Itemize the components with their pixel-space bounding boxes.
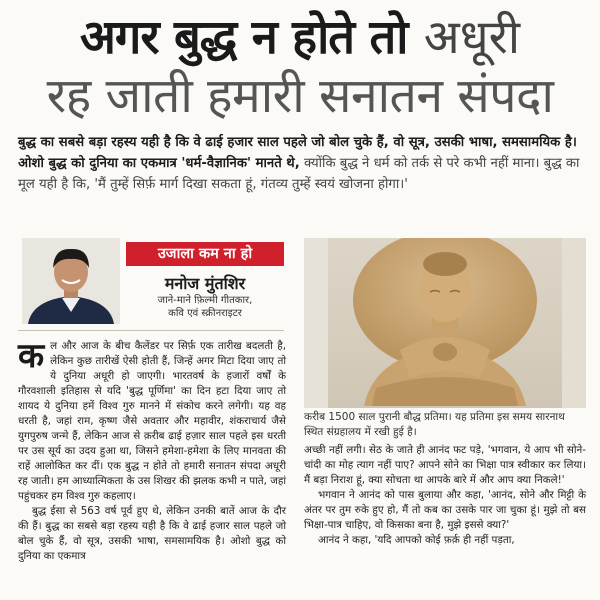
author-photo — [22, 238, 120, 324]
author-name: मनोज मुंतशिर — [164, 274, 246, 293]
column-brand-label: उजाला कम ना हो — [126, 242, 284, 266]
author-divider — [18, 330, 284, 331]
headline-bold-part: अगर बुद्ध न होते तो — [80, 10, 408, 65]
right-paragraph-2: भगवान ने आनंद को पास बुलाया और कहा, 'आनंद, सोने और मिट्टी के अंतर पर तुम रुके हुए हो, मैं तो कब का उसके पार जा चुका हूं। मुझे तो बस भिक्षा-पात्र चाहिए, वो किसका बना है, मुझे इससे क्या?' — [304, 489, 586, 531]
left-paragraph-2: बुद्ध ईसा से 563 वर्ष पूर्व हुए थे, लेकिन उनकी बातें आज के दौर की हैं। बुद्ध का सबसे बड़ा रहस्य यही है कि वे ढाई हजार साल पहले जो बोल चुके हैं, वो सूत्र, उसकी भाषा, समसामयिक है। ओशो बुद्ध को दुनिया का एकमात्र — [18, 505, 286, 562]
headline-light-part: अधूरी — [423, 10, 520, 65]
intro-paragraph — [18, 132, 584, 195]
headline-line-2: रह जाती हमारी सनातन संपदा — [46, 68, 554, 124]
author-box — [18, 238, 284, 324]
intro-regular: क्योंकि बुद्ध ने धर्म को तर्क से परे कभी नहीं माना। बुद्ध का मूल यही है कि, 'मैं तुम्हें सिर्फ़ मार्ग दिखा सकता हूं, गंतव्य तुम्हें स्वयं खोजना होगा।' — [18, 156, 580, 192]
left-paragraph-1: कल और आज के बीच कैलेंडर पर सिर्फ़ एक तारीख बदलती है, लेकिन कुछ तारीखें ऐसी होती हैं, जिन्हें अगर मिटा दिया जाए तो ये दुनिया अधूरी हो जाएगी। भारतवर्ष के हजारों वर्षों के गौरवशाली इतिहास से यदि 'बुद्ध पूर्णिमा' का दिन हटा दिया जाए तो शायद ये दुनिया हमें विश्व गुरु मानने में संकोच करने लगेगी। यह वह धरती है, जहां राम, कृष्ण जैसे अवतार और महावीर, शंकराचार्य जैसे युगपुरुष जन्मे हैं, लेकिन आज से क़रीब ढाई हज़ार साल पहले इस धरती पर उस सूर्य का उदय हुआ था, जिसने हमेशा-हमेशा के लिए मानवता की राहें आलोकित कर दीं। एक बुद्ध न होते तो हमारी सनातन संपदा अधूरी रह जाती। हम आध्यात्मिकता के उस शिखर की झलक कभी न पाते, जहां पहुंचकर हम विश्व गुरु कहलाए। — [18, 336, 286, 502]
dropcap: क — [18, 336, 45, 376]
body-left-column — [18, 336, 286, 564]
author-role: जाने-माने फ़िल्मी गीतकार, कवि एवं स्क्रीनराइटर — [157, 295, 253, 319]
headline-line-1 — [0, 10, 600, 66]
body-right-column — [304, 443, 586, 548]
right-paragraph-1: अच्छी नहीं लगी। सेठ के जाते ही आनंद फट पड़े, 'भगवान, ये आप भी सोने-चांदी का मोह त्याग नहीं पाए? आपने सोने का भिक्षा पात्र स्वीकार कर लिया। मैं बड़ा निराश हूं, क्या सोचता था आपके बारे में और आप क्या निकले!' — [304, 444, 586, 486]
image-caption: करीब 1500 साल पुरानी बौद्ध प्रतिमा। यह प्रतिमा इस समय सारनाथ स्थित संग्रहालय में रखी हुई है। — [304, 411, 565, 438]
right-paragraph-3: आनंद ने कहा, 'यदि आपको कोई फ़र्क़ ही नहीं पड़ता, — [318, 534, 515, 546]
buddha-statue-image — [304, 238, 586, 408]
intro-bold: बुद्ध का सबसे बड़ा रहस्य यही है कि वे ढाई हजार साल पहले जो बोल चुके हैं, वो सूत्र, उसकी भाषा, समसामयिक है। ओशो बुद्ध को दुनिया का एकमात्र 'धर्म-वैज्ञानिक' मानते थे, — [18, 135, 577, 171]
